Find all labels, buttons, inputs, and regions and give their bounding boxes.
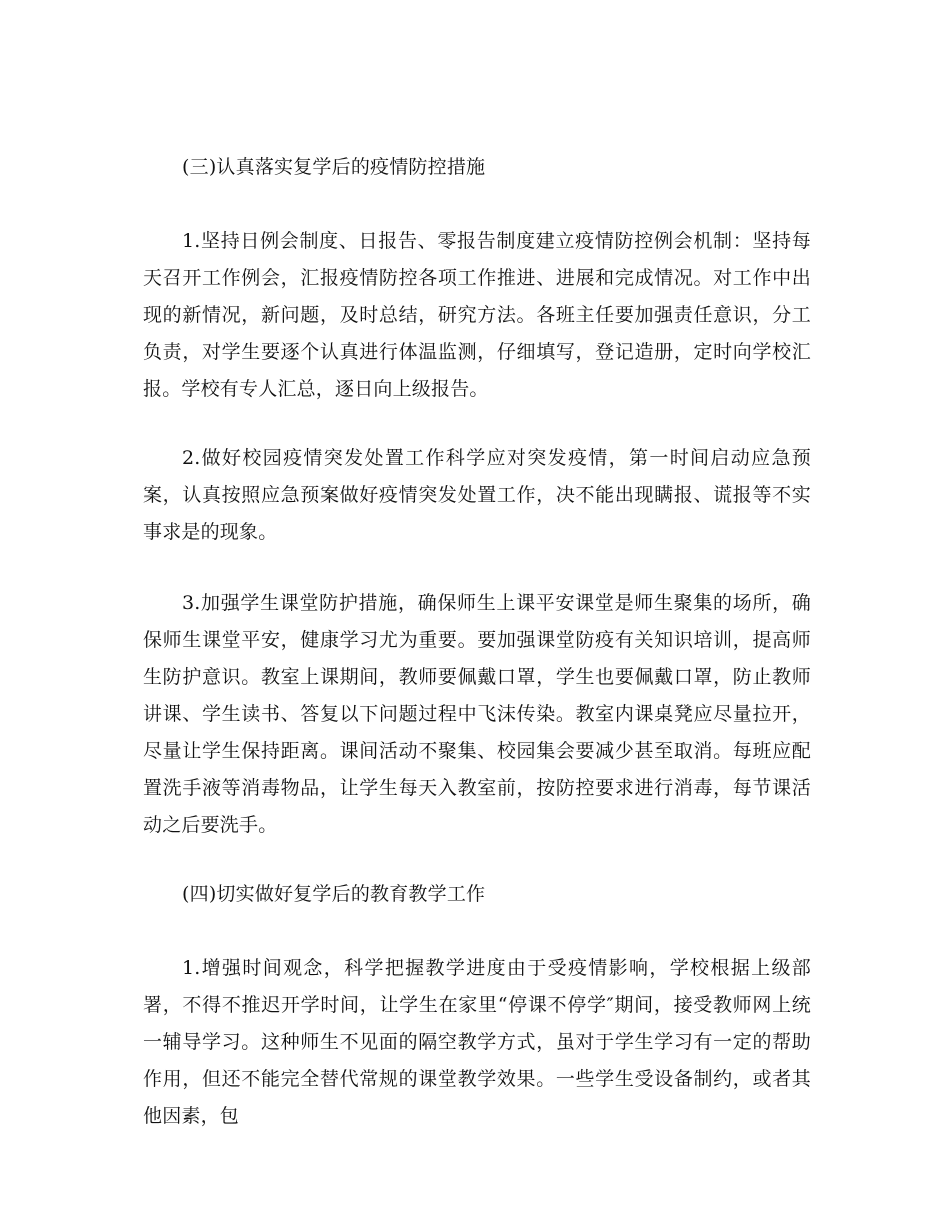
section-heading-four: (四)切实做好复学后的教育教学工作 (182, 883, 486, 905)
paragraph-daily-meeting: 1.坚持日例会制度、日报告、零报告制度建立疫情防控例会机制：坚持每天召开工作例会，汇报疫情防控各项工作推进、进展和完成情况。对工作中出现的新情况，新问题，及时总结，研究方法。各班主任要加强责任意识，分工负责，对学生要逐个认真进行体温监测，仔细填写，登记造册，定时向学校汇报。学校有专人汇总，逐日向上级报告。 (143, 230, 811, 400)
paragraph-time-awareness: 1.增强时间观念，科学把握教学进度由于受疫情影响，学校根据上级部署，不得不推迟开学时间，让学生在家里“停课不停学″期间，接受教师网上统一辅导学习。这种师生不见面的隔空教学方式，虽对于学生学习有一定的帮助作用，但还不能完全替代常规的课堂教学效果。一些学生受设备制约，或者其他因素，包 (143, 957, 811, 1127)
paragraph-emergency-handling: 2.做好校园疫情突发处置工作科学应对突发疫情，第一时间启动应急预案，认真按照应急预案做好疫情突发处置工作，决不能出现瞒报、谎报等不实事求是的现象。 (143, 447, 811, 543)
paragraph-classroom-protection: 3.加强学生课堂防护措施，确保师生上课平安课堂是师生聚集的场所，确保师生课堂平安，健康学习尤为重要。要加强课堂防疫有关知识培训，提高师生防护意识。教室上课期间，教师要佩戴口罩，学生也要佩戴口罩，防止教师讲课、学生读书、答复以下问题过程中飞沫传染。教室内课桌凳应尽量拉开，尽量让学生保持距离。课间活动不聚集、校园集会要减少甚至取消。每班应配置洗手液等消毒物品，让学生每天入教室前，按防控要求进行消毒，每节课活动之后要洗手。 (143, 592, 811, 836)
section-heading-three: (三)认真落实复学后的疫情防控措施 (182, 156, 486, 178)
